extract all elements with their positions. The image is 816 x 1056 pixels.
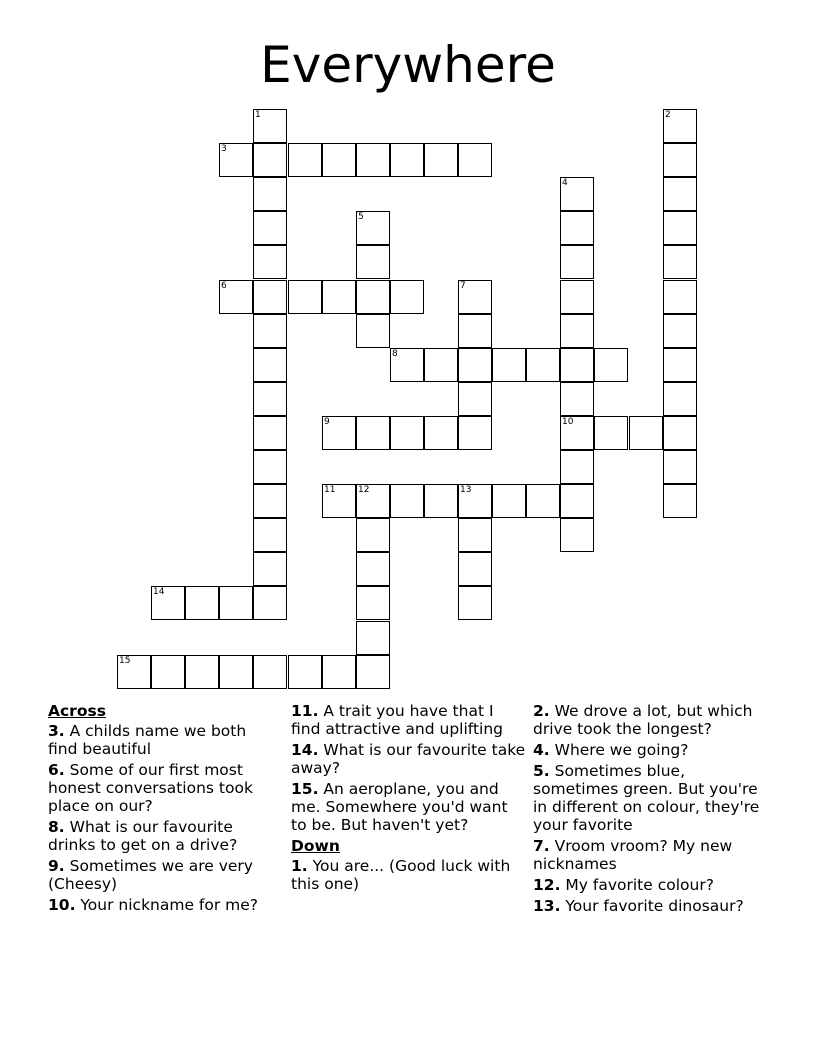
clue <box>533 837 773 873</box>
grid-cell[interactable] <box>288 143 322 177</box>
cell-number: 14 <box>153 587 165 597</box>
grid-cell[interactable] <box>424 416 458 450</box>
grid-cell[interactable] <box>253 382 287 416</box>
clue-number: 12. <box>533 876 561 894</box>
clue-text: What is our favourite take away? <box>291 741 526 777</box>
grid-cell[interactable] <box>458 382 492 416</box>
grid-cell[interactable] <box>424 348 458 382</box>
grid-cell[interactable] <box>560 416 594 450</box>
grid-cell[interactable] <box>663 382 697 416</box>
clue-text: A childs name we both find beautiful <box>48 722 247 758</box>
cell-number: 4 <box>562 178 568 188</box>
grid-cell[interactable] <box>390 484 424 518</box>
grid-cell[interactable] <box>253 655 287 689</box>
clue-number: 7. <box>533 837 550 855</box>
grid-cell[interactable] <box>356 416 390 450</box>
clue-text: Sometimes blue, sometimes green. But you're in different on colour, they're your favorite <box>533 762 760 834</box>
clue-number: 4. <box>533 741 550 759</box>
grid-cell[interactable] <box>458 518 492 552</box>
grid-cell[interactable] <box>560 245 594 279</box>
clue <box>291 741 527 777</box>
grid-cell[interactable] <box>492 348 526 382</box>
grid-cell[interactable] <box>663 416 697 450</box>
grid-cell[interactable] <box>253 450 287 484</box>
grid-cell[interactable] <box>560 348 594 382</box>
grid-cell[interactable] <box>560 518 594 552</box>
clue-text: Sometimes we are very (Cheesy) <box>48 857 253 893</box>
grid-cell[interactable] <box>322 416 356 450</box>
grid-cell[interactable] <box>219 655 253 689</box>
grid-cell[interactable] <box>253 143 287 177</box>
clue <box>533 897 773 915</box>
grid-cell[interactable] <box>458 484 492 518</box>
grid-cell[interactable] <box>458 314 492 348</box>
grid-cell[interactable] <box>322 655 356 689</box>
cell-number: 10 <box>562 417 574 427</box>
grid-cell[interactable] <box>594 416 628 450</box>
grid-cell[interactable] <box>253 484 287 518</box>
cell-number: 3 <box>221 144 227 154</box>
grid-cell[interactable] <box>288 655 322 689</box>
grid-cell[interactable] <box>390 280 424 314</box>
grid-cell[interactable] <box>663 348 697 382</box>
grid-cell[interactable] <box>151 655 185 689</box>
grid-cell[interactable] <box>424 143 458 177</box>
clues-heading-across: Across <box>48 702 106 720</box>
grid-cell[interactable] <box>356 586 390 620</box>
clue-number: 15. <box>291 780 319 798</box>
cell-number: 11 <box>324 485 336 495</box>
clue-number: 14. <box>291 741 319 759</box>
cell-number: 15 <box>119 656 131 666</box>
grid-cell[interactable] <box>356 143 390 177</box>
clue <box>533 876 773 894</box>
grid-cell[interactable] <box>185 655 219 689</box>
clue <box>533 762 773 834</box>
clue-number: 9. <box>48 857 65 875</box>
clue-number: 3. <box>48 722 65 740</box>
clue-number: 8. <box>48 818 65 836</box>
grid-cell[interactable] <box>594 348 628 382</box>
clue-text: Vroom vroom? My new nicknames <box>533 837 733 873</box>
clue-number: 6. <box>48 761 65 779</box>
clues-column-2 <box>291 702 527 896</box>
grid-cell[interactable] <box>356 484 390 518</box>
grid-cell[interactable] <box>458 586 492 620</box>
clue <box>533 702 773 738</box>
grid-cell[interactable] <box>322 280 356 314</box>
grid-cell[interactable] <box>526 484 560 518</box>
grid-cell[interactable] <box>663 484 697 518</box>
clue <box>48 896 280 914</box>
grid-cell[interactable] <box>663 314 697 348</box>
clue-text: Your favorite dinosaur? <box>560 897 744 915</box>
grid-cell[interactable] <box>356 314 390 348</box>
grid-cell[interactable] <box>253 552 287 586</box>
grid-cell[interactable] <box>253 416 287 450</box>
grid-cell[interactable] <box>560 484 594 518</box>
grid-cell[interactable] <box>253 280 287 314</box>
grid-cell[interactable] <box>458 280 492 314</box>
grid-cell[interactable] <box>390 143 424 177</box>
clue-number: 13. <box>533 897 561 915</box>
grid-cell[interactable] <box>322 143 356 177</box>
clue-text: Some of our first most honest conversations took place on our? <box>48 761 253 815</box>
grid-cell[interactable] <box>253 177 287 211</box>
cell-number: 7 <box>460 281 466 291</box>
grid-cell[interactable] <box>356 245 390 279</box>
grid-cell[interactable] <box>663 280 697 314</box>
grid-cell[interactable] <box>356 211 390 245</box>
clue-number: 2. <box>533 702 550 720</box>
grid-cell[interactable] <box>663 109 697 143</box>
clue-text: You are... (Good luck with this one) <box>291 857 511 893</box>
clue <box>48 857 280 893</box>
grid-cell[interactable] <box>560 314 594 348</box>
grid-cell[interactable] <box>560 177 594 211</box>
grid-cell[interactable] <box>526 348 560 382</box>
grid-cell[interactable] <box>663 450 697 484</box>
clue-number: 11. <box>291 702 319 720</box>
grid-cell[interactable] <box>151 586 185 620</box>
cell-number: 8 <box>392 349 398 359</box>
grid-cell[interactable] <box>219 586 253 620</box>
grid-cell[interactable] <box>288 280 322 314</box>
clue <box>48 818 280 854</box>
grid-cell[interactable] <box>253 314 287 348</box>
grid-cell[interactable] <box>390 348 424 382</box>
cell-number: 13 <box>460 485 472 495</box>
clue <box>291 702 527 738</box>
grid-cell[interactable] <box>253 586 287 620</box>
clue <box>48 722 280 758</box>
clue-text: A trait you have that I find attractive and uplifting <box>291 702 504 738</box>
grid-cell[interactable] <box>492 484 526 518</box>
grid-cell[interactable] <box>560 450 594 484</box>
grid-cell[interactable] <box>253 245 287 279</box>
clue-text: We drove a lot, but which drive took the longest? <box>533 702 753 738</box>
cell-number: 1 <box>255 110 261 120</box>
cell-number: 12 <box>358 485 370 495</box>
clues-heading-down: Down <box>291 837 340 855</box>
clue <box>291 780 527 834</box>
cell-number: 9 <box>324 417 330 427</box>
grid-cell[interactable] <box>322 484 356 518</box>
grid-cell[interactable] <box>560 382 594 416</box>
grid-cell[interactable] <box>117 655 151 689</box>
puzzle-title: Everywhere <box>260 36 556 94</box>
grid-cell[interactable] <box>253 211 287 245</box>
grid-cell[interactable] <box>219 143 253 177</box>
clue-text: What is our favourite drinks to get on a drive? <box>48 818 238 854</box>
grid-cell[interactable] <box>253 518 287 552</box>
grid-cell[interactable] <box>356 552 390 586</box>
grid-cell[interactable] <box>663 245 697 279</box>
clue-text: An aeroplane, you and me. Somewhere you'd want to be. But haven't yet? <box>291 780 508 834</box>
cell-number: 6 <box>221 281 227 291</box>
grid-cell[interactable] <box>629 416 663 450</box>
grid-cell[interactable] <box>458 348 492 382</box>
grid-cell[interactable] <box>185 586 219 620</box>
grid-cell[interactable] <box>663 143 697 177</box>
clues-column-3 <box>533 702 773 918</box>
grid-cell[interactable] <box>356 621 390 655</box>
grid-cell[interactable] <box>356 518 390 552</box>
grid-cell[interactable] <box>424 484 458 518</box>
grid-cell[interactable] <box>560 211 594 245</box>
grid-cell[interactable] <box>390 416 424 450</box>
grid-cell[interactable] <box>356 655 390 689</box>
grid-cell[interactable] <box>253 109 287 143</box>
clue-text: My favorite colour? <box>560 876 714 894</box>
grid-cell[interactable] <box>458 143 492 177</box>
grid-cell[interactable] <box>219 280 253 314</box>
clue-text: Where we going? <box>549 741 689 759</box>
grid-cell[interactable] <box>560 280 594 314</box>
clue <box>533 741 773 759</box>
grid-cell[interactable] <box>663 211 697 245</box>
clue-number: 10. <box>48 896 76 914</box>
cell-number: 2 <box>665 110 671 120</box>
clue-text: Your nickname for me? <box>75 896 259 914</box>
grid-cell[interactable] <box>253 348 287 382</box>
grid-cell[interactable] <box>458 416 492 450</box>
cell-number: 5 <box>358 212 364 222</box>
grid-cell[interactable] <box>356 280 390 314</box>
clue <box>291 857 527 893</box>
grid-cell[interactable] <box>663 177 697 211</box>
clues-column-1 <box>48 702 280 917</box>
clue-number: 5. <box>533 762 550 780</box>
clue-number: 1. <box>291 857 308 875</box>
clue <box>48 761 280 815</box>
grid-cell[interactable] <box>458 552 492 586</box>
